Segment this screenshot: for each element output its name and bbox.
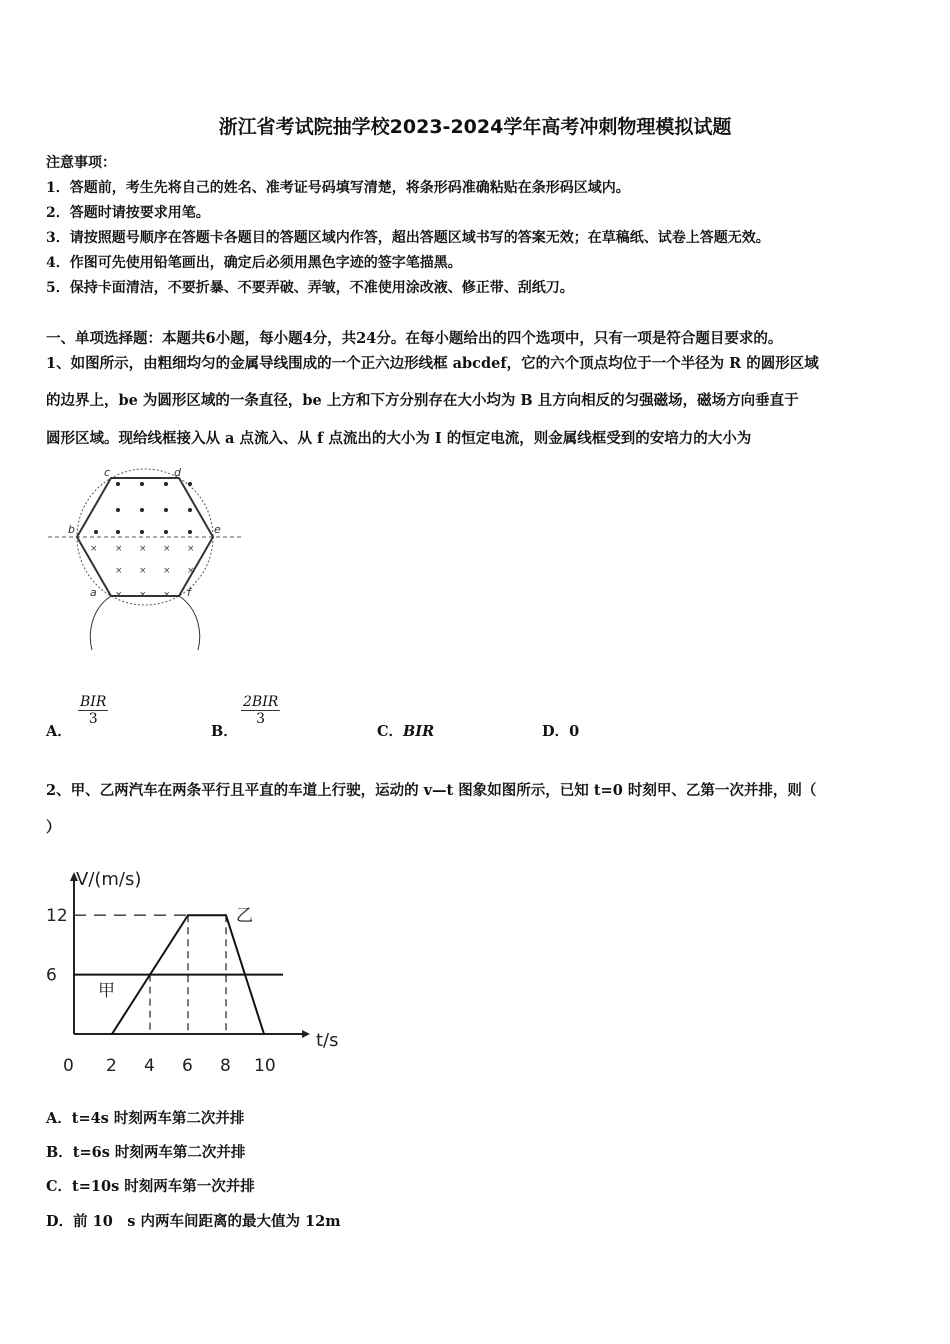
x-tick-label: 4 — [144, 1056, 155, 1076]
series-label-jia: 甲 — [98, 981, 115, 1001]
field-dot — [116, 530, 120, 534]
lead-wire-a — [90, 596, 111, 650]
notice-item-3: 3．请按照题号顺序在答题卡各题目的答题区域内作答，超出答题区域书写的答案无效；在草稿纸、试卷上答题无效。 — [46, 230, 770, 246]
y-axis-label: V/(m/s) — [76, 869, 142, 890]
series-label-yi: 乙 — [236, 906, 253, 926]
q1-option-b-fraction — [241, 694, 280, 727]
q1-option-d[interactable] — [542, 720, 579, 741]
notice-item-4: 4．作图可先使用铅笔画出，确定后必须用黑色字迹的签字笔描黑。 — [46, 255, 462, 271]
notice-heading: 注意事项： — [46, 155, 116, 171]
vertex-c: c — [104, 466, 111, 479]
q1-option-a-denominator: 3 — [88, 711, 98, 727]
q1-figure — [40, 460, 250, 660]
x-tick-label: 0 — [63, 1056, 74, 1076]
y-tick-label: 12 — [46, 906, 68, 927]
field-cross: × — [115, 544, 123, 554]
q1-option-a-fraction — [78, 694, 108, 727]
q1-option-d-text: 0 — [569, 723, 580, 740]
q1-option-c-label: C． — [377, 723, 404, 740]
x-tick-label: 10 — [254, 1056, 276, 1076]
q1-option-a-numerator: BIR — [80, 694, 107, 710]
field-in-crosses — [90, 544, 195, 600]
x-axis-label: t/s — [316, 1030, 339, 1051]
vertex-e: e — [214, 523, 221, 536]
q1-line-3: 圆形区域。现给线框接入从 a 点流入、从 f 点流出的大小为 I 的恒定电流，则金属线框受到的安培力的大小为 — [46, 430, 752, 447]
lead-wire-f — [179, 596, 200, 650]
q1-option-d-label: D． — [542, 723, 570, 740]
notice-item-1: 1．答题前，考生先将自己的姓名、准考证号码填写清楚，将条形码准确粘贴在条形码区域内。 — [46, 180, 630, 196]
field-dot — [188, 508, 192, 512]
notice-item-2: 2．答题时请按要求用笔。 — [46, 205, 210, 221]
q2-option-a[interactable]: A．t=4s 时刻两车第二次并排 — [46, 1110, 245, 1127]
y-tick-label: 6 — [46, 965, 57, 986]
vertex-d: d — [174, 466, 181, 479]
field-out-dots — [94, 482, 192, 534]
q1-option-b-numerator: 2BIR — [243, 694, 279, 710]
q1-line-1: 1、如图所示，由粗细均匀的金属导线围成的一个正六边形线框 abcdef，它的六个顶点均位于一个半径为 R 的圆形区域 — [46, 355, 819, 372]
field-dot — [188, 530, 192, 534]
q2-line-1: 2、甲、乙两汽车在两条平行且平直的车道上行驶，运动的 v—t 图象如图所示，已知 t=0 时刻甲、乙第一次并排，则（ — [46, 782, 817, 799]
field-cross: × — [163, 566, 171, 576]
q1-option-b-denominator: 3 — [256, 711, 266, 727]
field-dot — [188, 482, 192, 486]
q1-option-c-text: BIR — [403, 723, 435, 740]
q2-vt-chart — [40, 865, 360, 1080]
field-cross: × — [139, 544, 147, 554]
vertex-b: b — [68, 523, 75, 536]
q2-option-b[interactable]: B．t=6s 时刻两车第二次并排 — [46, 1144, 246, 1161]
field-cross: × — [90, 544, 98, 554]
x-tick-label: 6 — [182, 1056, 193, 1076]
field-dot — [116, 482, 120, 486]
q2-option-c[interactable]: C．t=10s 时刻两车第一次并排 — [46, 1178, 255, 1195]
field-cross: × — [187, 544, 195, 554]
q1-option-a-label[interactable]: A． — [46, 723, 72, 740]
q2-option-d[interactable]: D．前 10 s 内两车间距离的最大值为 12m — [46, 1213, 341, 1230]
x-tick-label: 8 — [220, 1056, 231, 1076]
q1-option-b-label[interactable]: B． — [211, 723, 238, 740]
q1-option-c[interactable] — [377, 720, 434, 741]
field-dot — [164, 530, 168, 534]
section-heading: 一、单项选择题：本题共6小题，每小题4分，共24分。在每小题给出的四个选项中，只有一项是符合题目要求的。 — [46, 330, 783, 347]
q2-line-2: ） — [46, 819, 61, 836]
field-cross: × — [139, 566, 147, 576]
field-cross: × — [115, 566, 123, 576]
field-dot — [140, 508, 144, 512]
field-dot — [164, 482, 168, 486]
field-dot — [116, 508, 120, 512]
field-dot — [164, 508, 168, 512]
vertex-f: f — [187, 586, 191, 599]
x-tick-label: 2 — [106, 1056, 117, 1076]
q1-line-2: 的边界上，be 为圆形区域的一条直径，be 上方和下方分别存在大小均为 B 且方向相反的匀强磁场，磁场方向垂直于 — [46, 392, 799, 409]
field-cross: × — [163, 590, 171, 600]
field-cross: × — [115, 590, 123, 600]
field-cross: × — [187, 566, 195, 576]
vertex-a: a — [90, 586, 97, 599]
field-cross: × — [139, 590, 147, 600]
field-dot — [94, 530, 98, 534]
page-title: 浙江省考试院抽学校2023-2024学年高考冲刺物理模拟试题 — [218, 116, 732, 138]
field-dot — [140, 530, 144, 534]
field-cross: × — [163, 544, 171, 554]
notice-item-5: 5．保持卡面清洁，不要折暴、不要弄破、弄皱，不准使用涂改液、修正带、刮纸刀。 — [46, 280, 574, 296]
x-axis-arrow — [302, 1030, 310, 1038]
field-dot — [140, 482, 144, 486]
